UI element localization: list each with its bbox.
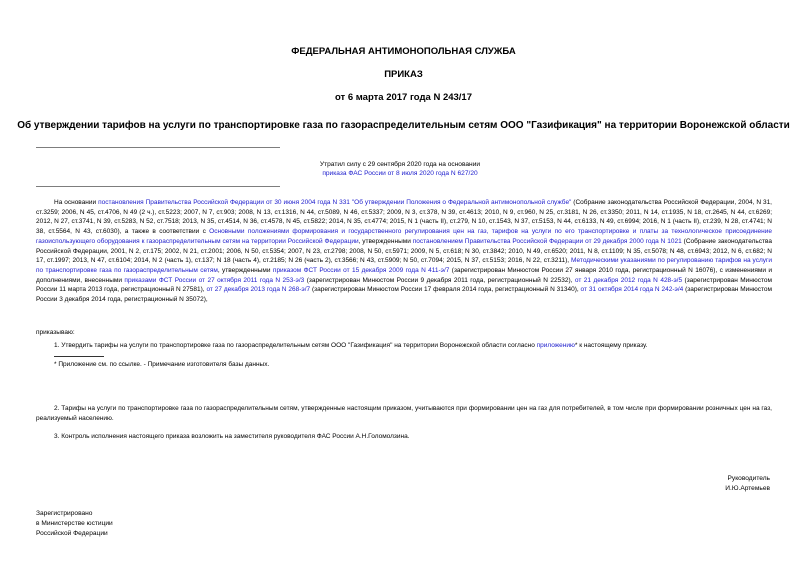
- preamble-text-1: На основании: [54, 199, 99, 206]
- preamble-text-2: (Собрание законодательства Российской Федерации, 2004, N 31, ст.3259; 2006, N 45, ст.4706, N 49 (2 ч.), ст.5223; 2007, N 7, ст.903; 2008, N 13, ст.1316, N 44, ст.5089, N 46, ст.5337; 2009, N 3, ст.378, N 39, ст.4613; 2010, N 9, ст.960, N 25, ст.3181, N 26, ст.3350; 2011, N 14, ст.1935, N 18, ст.2645, N 44, ст.6269; 2012, N 27, ст.3741, N 39, ст.5283, N 52, ст.7518; 2013, N 35, ст.4514, N 36, ст.4578, N 45, ст.5822; 2014, N 35, ст.4774; 2015, N 1 (часть II), ст.279, N 10, ст.1543, N 37, ст.5153, N 44, ст.6133, N 49, ст.6994; 2016, N 1 (часть II), ст.239, N 28, ст.4741; N 38, ст.5564, N 43, ст.6030), а также в соответствии с: [36, 199, 772, 236]
- link-basic-provisions[interactable]: Основными положениями формирования и государственного регулирования цен на газ, тарифов на услуги по его транспортировке и платы за технологическое присоединение газоиспользующего оборудования к газораспределительным сетям на территории Российской Федерации: [36, 228, 772, 245]
- item-1: [36, 341, 772, 351]
- preamble-text-8: (зарегистрирован Минюстом России 11 марта 2013 года, регистрационный N 27581),: [36, 276, 773, 294]
- preamble-text-4: (Собрание законодательства Российской Федерации, 2001, N 2, ст.175; 2002, N 21, ст.2001; 2006, N 50, ст.5354; 2007, N 23, ст.2798; 2008, N 50, ст.5971; 2009, N 5, ст.618; N 30, ст.3842; 2010, N 49, ст.6520; 2011, N 8, ст.1109; N 35, ст.5078; N 48, ст.6943; 2012, N 6, ст.682; N 17, ст.1997; 2013, N 47, ст.6104; 2014, N 2 (часть 1), ст.137; N 18 (часть 4), ст.2185; N 26 (часть 2), ст.3566; N 43, ст.5909; N 50, ст.7094; 2015, N 37, ст.5153; 2016, N 22, ст.3211),: [36, 237, 772, 265]
- divider-top: [36, 147, 280, 148]
- footnote: * Приложение см. по ссылке. - Примечание изготовителя базы данных.: [54, 361, 270, 368]
- validity-text: Утратил силу с 29 сентября 2020 года на основании: [319, 161, 481, 168]
- preamble-text-5: , утвержденными: [217, 266, 273, 274]
- preamble-text-10: (зарегистрирован Минюстом России 3 декабря 2014 года, регистрационный N 35072),: [36, 286, 773, 304]
- link-methodical-guidelines[interactable]: Методическими указаниями по регулированию тарифов на услуги по транспортировке газа по газораспределительным сетям: [36, 257, 772, 274]
- preamble: [36, 198, 772, 305]
- divider-bottom: [36, 186, 280, 187]
- preamble-text-9: (зарегистрирован Минюстом России 17 февраля 2014 года, регистрационный N 31340),: [310, 286, 581, 294]
- item-1-after: * к настоящему приказу.: [574, 342, 648, 349]
- validity-link[interactable]: приказа ФАС России от 8 июля 2020 года N 627/20: [322, 170, 478, 177]
- item-3: 3. Контроль исполнения настоящего приказа возложить на заместителя руководителя ФАС России А.Н.Голомолзина.: [54, 433, 410, 440]
- preamble-text-6: (зарегистрирован Минюстом России 27 января 2010 года, регистрационный N 16076), с изменениями и дополнениями, внесенными: [36, 266, 773, 284]
- link-order-411[interactable]: приказом ФСТ России от 15 декабря 2009 года N 411-э/7: [272, 266, 450, 274]
- orders-word: приказываю:: [36, 329, 75, 336]
- link-decree-1021[interactable]: постановлением Правительства Российской Федерации от 29 декабря 2000 года N 1021: [412, 237, 682, 245]
- item-2: 2. Тарифы на услуги по транспортировке газа по газораспределительным сетям, утвержденные настоящим приказом, учитываются при формировании цен на газ для потребителей, в том числе при формировании розничных цен на газ, реализуемый населению.: [36, 405, 772, 422]
- registration-line-2: в Министерстве юстиции: [36, 520, 113, 527]
- doc-type: ПРИКАЗ: [384, 69, 423, 80]
- link-order-268[interactable]: от 27 декабря 2013 года N 268-э/7: [206, 286, 311, 294]
- agency-title: ФЕДЕРАЛЬНАЯ АНТИМОНОПОЛЬНАЯ СЛУЖБА: [291, 46, 516, 57]
- doc-date-number: от 6 марта 2017 года N 243/17: [334, 92, 472, 103]
- link-decree-331[interactable]: постановления Правительства Российской Федерации от 30 июня 2004 года N 331 "Об утверждении Положения о Федеральной антимонопольной службе": [98, 199, 572, 206]
- registration-line-3: Российской Федерации: [36, 530, 108, 537]
- link-order-253[interactable]: приказами ФСТ России от 27 октября 2011 года N 253-э/3: [124, 276, 305, 284]
- registration-line-1: Зарегистрировано: [36, 510, 93, 517]
- item-1-text: 1. Утвердить тарифы на услуги по транспортировке газа по газораспределительным сетям ООО "Газификация" на территории Воронежской области согласно: [54, 342, 537, 349]
- link-order-428[interactable]: от 21 декабря 2012 года N 428-э/5: [574, 276, 683, 284]
- footnote-divider: [54, 356, 104, 357]
- preamble-text-3: , утвержденными: [358, 237, 413, 245]
- preamble-text-7: (зарегистрирован Минюстом России 9 декабря 2011 года, регистрационный N 22532),: [304, 276, 575, 284]
- link-appendix[interactable]: приложению: [536, 342, 575, 349]
- signature-title: Руководитель: [727, 475, 770, 482]
- signature-name: И.Ю.Артемьев: [725, 485, 770, 492]
- doc-subject: Об утверждении тарифов на услуги по транспортировке газа по газораспределительным сетям ООО "Газификация" на территории Воронежской области: [17, 120, 790, 131]
- validity-note: [300, 160, 500, 178]
- link-order-242[interactable]: от 31 октября 2014 года N 242-э/4: [580, 286, 684, 294]
